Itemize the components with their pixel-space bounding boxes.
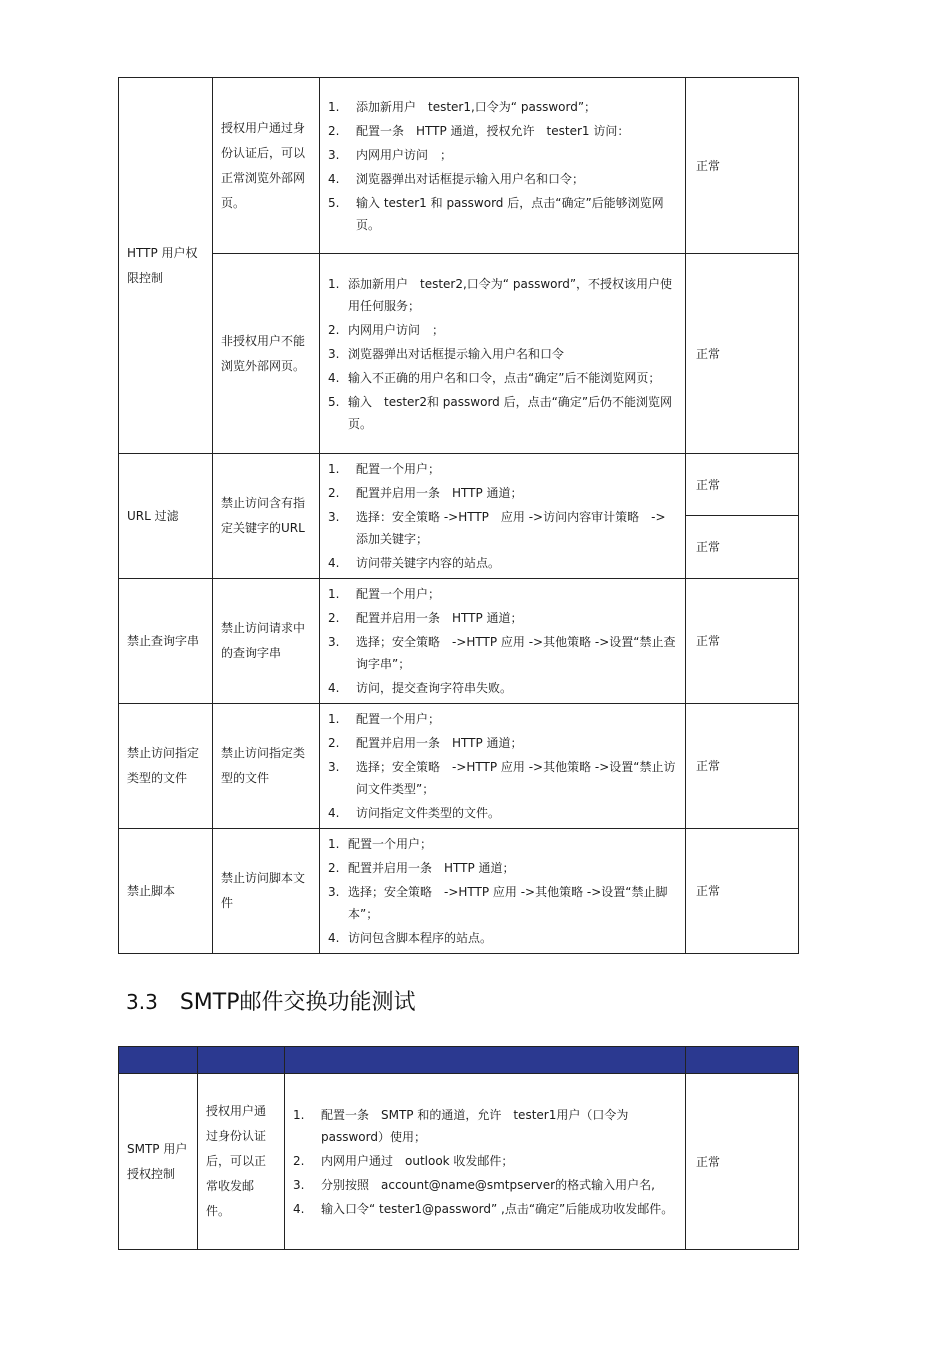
- list-item: 4. 浏览器弹出对话框提示输入用户名和口令；: [328, 171, 585, 186]
- list-item: 4. 输入不正确的用户名和口令，点击“确定”后不能浏览网页；: [328, 370, 661, 385]
- list-item: 5. 输入 tester2和 password 后，点击“确定”后仍不能浏览网页。: [328, 394, 673, 431]
- list-item: 1. 配置一条 SMTP 和的通道，允许 tester1用户（口令为 password）使用；: [293, 1107, 629, 1144]
- category-cell: HTTP 用户权限控制: [119, 78, 213, 454]
- result-cell: 正常: [686, 516, 799, 579]
- category-cell: 禁止脚本: [119, 829, 213, 954]
- steps-cell: [320, 704, 686, 829]
- steps-cell: [320, 254, 686, 454]
- category-cell: URL 过滤: [119, 454, 213, 579]
- result-cell: 正常: [686, 829, 799, 954]
- result-cell: 正常: [686, 454, 799, 516]
- list-item: 4. 访问带关键字内容的站点。: [328, 556, 501, 570]
- table-row: [119, 1074, 799, 1250]
- list-item: 3. 内网用户访问 ；: [328, 147, 453, 162]
- description-cell: 禁止访问指定类型的文件: [213, 704, 320, 829]
- list-item: 2. 配置并启用一条 HTTP 通道；: [328, 861, 515, 875]
- table-row: [119, 579, 799, 704]
- section-number: 3.3: [126, 990, 158, 1014]
- list-item: 5. 输入 tester1 和 password 后，点击“确定”后能够浏览网页。: [328, 195, 664, 232]
- test-table-smtp: [118, 1046, 799, 1250]
- result-cell: 正常: [686, 78, 799, 254]
- steps-cell: [320, 829, 686, 954]
- table-row: [119, 704, 799, 829]
- result-cell: 正常: [686, 704, 799, 829]
- description-cell: 授权用户通过身份认证后，可以正常浏览外部网页。: [213, 78, 320, 254]
- list-item: 2. 配置并启用一条 HTTP 通道；: [328, 736, 523, 750]
- table-row: [119, 78, 799, 254]
- result-cell: 正常: [686, 579, 799, 704]
- table-row: [119, 254, 799, 454]
- header-cell: [119, 1047, 198, 1074]
- list-item: 4. 访问指定文件类型的文件。: [328, 806, 501, 820]
- list-item: 2. 配置并启用一条 HTTP 通道；: [328, 486, 523, 500]
- list-item: 4. 访问包含脚本程序的站点。: [328, 931, 493, 945]
- description-cell: 非授权用户不能浏览外部网页。: [213, 254, 320, 454]
- list-item: 2. 内网用户访问 ；: [328, 322, 445, 337]
- table-row: [119, 829, 799, 954]
- list-item: 3. 选择；安全策略 ->HTTP 应用 ->其他策略 ->设置“禁止查询字串”；: [328, 635, 676, 671]
- result-cell: 正常: [686, 254, 799, 454]
- header-cell: [198, 1047, 285, 1074]
- category-cell: 禁止访问指定类型的文件: [119, 704, 213, 829]
- description-cell: 禁止访问含有指定关键字的URL: [213, 454, 320, 579]
- result-cell: 正常: [686, 1074, 799, 1250]
- list-item: 1. 配置一个用户；: [328, 837, 433, 851]
- steps-cell: [320, 78, 686, 254]
- header-cell: [285, 1047, 686, 1074]
- section-title: SMTP邮件交换功能测试: [179, 990, 416, 1015]
- list-item: 1. 添加新用户 tester2,口令为“ password”，不授权该用户使用任何服务；: [328, 276, 673, 313]
- list-item: 1. 添加新用户 tester1,口令为“ password”；: [328, 99, 597, 114]
- list-item: 3. 分别按照 account@name@smtpserver的格式输入用户名,: [293, 1177, 655, 1192]
- list-item: 2. 配置并启用一条 HTTP 通道；: [328, 611, 523, 625]
- steps-cell: [320, 454, 686, 579]
- header-cell: [686, 1047, 799, 1074]
- table-header-row: [119, 1047, 799, 1074]
- list-item: 3. 浏览器弹出对话框提示输入用户名和口令: [328, 346, 565, 361]
- test-table-http: [118, 77, 799, 954]
- list-item: 4. 访问，提交查询字符串失败。: [328, 681, 513, 695]
- description-cell: 禁止访问请求中的查询字串: [213, 579, 320, 704]
- list-item: 1. 配置一个用户；: [328, 462, 441, 476]
- list-item: 4. 输入口令“ tester1@password” ,点击“确定”后能成功收发邮件。: [293, 1201, 674, 1216]
- list-item: 3. 选择；安全策略 ->HTTP 应用 ->其他策略 ->设置“禁止访问文件类型”；: [328, 760, 676, 796]
- category-cell: SMTP 用户授权控制: [119, 1074, 198, 1250]
- table-row: [119, 454, 799, 516]
- section-heading: [126, 985, 415, 1016]
- list-item: 2. 配置一条 HTTP 通道，授权允许 tester1 访问：: [328, 123, 630, 138]
- list-item: 3. 选择；安全策略 ->HTTP 应用 ->其他策略 ->设置“禁止脚本”；: [328, 885, 668, 921]
- category-cell: 禁止查询字串: [119, 579, 213, 704]
- steps-cell: [320, 579, 686, 704]
- list-item: 2. 内网用户通过 outlook 收发邮件；: [293, 1153, 514, 1168]
- list-item: 1. 配置一个用户；: [328, 587, 441, 601]
- steps-cell: [285, 1074, 686, 1250]
- description-cell: 禁止访问脚本文件: [213, 829, 320, 954]
- list-item: 3. 选择：安全策略 ->HTTP 应用 ->访问内容审计策略 ->添加关键字；: [328, 510, 666, 546]
- list-item: 1. 配置一个用户；: [328, 712, 441, 726]
- description-cell: 授权用户通过身份认证后，可以正常收发邮件。: [198, 1074, 285, 1250]
